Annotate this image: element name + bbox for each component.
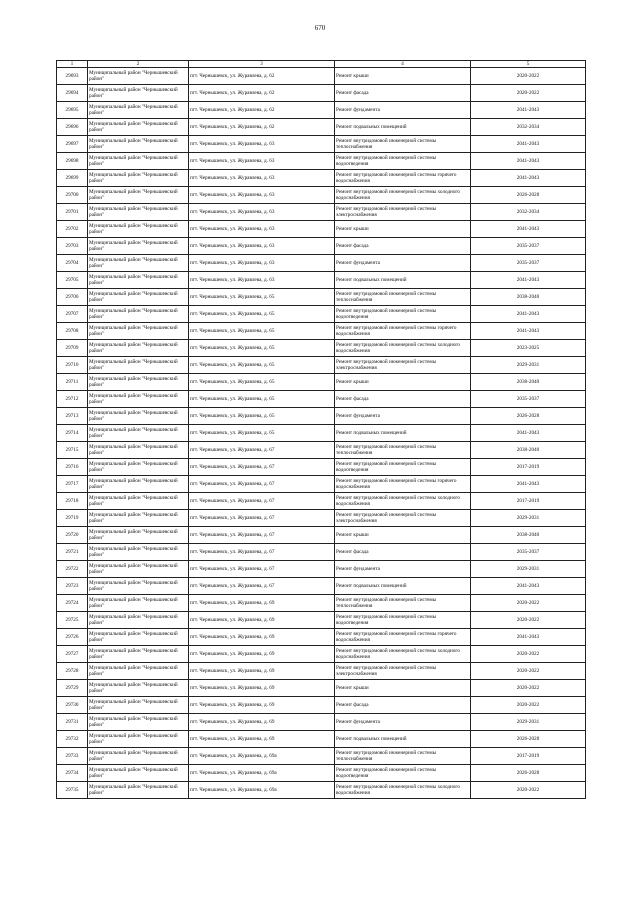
work-type-cell: Ремонт внутридомовой инженерной системы теплоснабжения: [335, 442, 471, 459]
table-row: [57, 782, 586, 799]
district-cell: Муниципальный район "Чернышевский район": [88, 578, 189, 595]
table-row: [57, 646, 586, 663]
row-number-cell: 29720: [57, 527, 88, 544]
row-number-cell: 29712: [57, 391, 88, 408]
table-row: [57, 170, 586, 187]
table-row: [57, 102, 586, 119]
district-cell: Муниципальный район "Чернышевский район": [88, 782, 189, 799]
district-cell: Муниципальный район "Чернышевский район": [88, 425, 189, 442]
table-row: [57, 68, 586, 85]
work-type-cell: Ремонт внутридомовой инженерной системы водоотведения: [335, 612, 471, 629]
table-row: [57, 119, 586, 136]
work-type-cell: Ремонт внутридомовой инженерной системы горячего водоснабжения: [335, 476, 471, 493]
period-cell: 2020-2022: [471, 680, 586, 697]
period-cell: 2041-2043: [471, 578, 586, 595]
row-number-cell: 29714: [57, 425, 88, 442]
address-cell: пгт. Чернышевск, ул. Журавлева, д. 63: [189, 204, 335, 221]
work-type-cell: Ремонт фасада: [335, 238, 471, 255]
district-cell: Муниципальный район "Чернышевский район": [88, 680, 189, 697]
work-type-cell: Ремонт фасада: [335, 391, 471, 408]
period-cell: 2017-2019: [471, 493, 586, 510]
address-cell: пгт. Чернышевск, ул. Журавлева, д. 69: [189, 629, 335, 646]
address-cell: пгт. Чернышевск, ул. Журавлева, д. 62: [189, 119, 335, 136]
row-number-cell: 29724: [57, 595, 88, 612]
row-number-cell: 29693: [57, 68, 88, 85]
work-type-cell: Ремонт внутридомовой инженерной системы холодного водоснабжения: [335, 340, 471, 357]
period-cell: 2038-2040: [471, 374, 586, 391]
table-row: [57, 663, 586, 680]
address-cell: пгт. Чернышевск, ул. Журавлева, д. 69: [189, 731, 335, 748]
table-row: [57, 714, 586, 731]
table-row: [57, 425, 586, 442]
work-type-cell: Ремонт внутридомовой инженерной системы горячего водоснабжения: [335, 170, 471, 187]
table-row: [57, 731, 586, 748]
work-type-cell: Ремонт внутридомовой инженерной системы электроснабжения: [335, 663, 471, 680]
period-cell: 2041-2043: [471, 136, 586, 153]
district-cell: Муниципальный район "Чернышевский район": [88, 289, 189, 306]
period-cell: 2029-2031: [471, 561, 586, 578]
district-cell: Муниципальный район "Чернышевский район": [88, 765, 189, 782]
table-row: [57, 697, 586, 714]
period-cell: 2041-2043: [471, 272, 586, 289]
row-number-cell: 29719: [57, 510, 88, 527]
address-cell: пгт. Чернышевск, ул. Журавлева, д. 69: [189, 595, 335, 612]
work-type-cell: Ремонт внутридомовой инженерной системы водоотведения: [335, 765, 471, 782]
period-cell: 2029-2031: [471, 714, 586, 731]
address-cell: пгт. Чернышевск, ул. Журавлева, д. 65: [189, 323, 335, 340]
address-cell: пгт. Чернышевск, ул. Журавлева, д. 69а: [189, 765, 335, 782]
district-cell: Муниципальный район "Чернышевский район": [88, 714, 189, 731]
district-cell: Муниципальный район "Чернышевский район": [88, 272, 189, 289]
district-cell: Муниципальный район "Чернышевский район": [88, 68, 189, 85]
table-body: [57, 61, 586, 799]
address-cell: пгт. Чернышевск, ул. Журавлева, д. 63: [189, 153, 335, 170]
table-row: [57, 510, 586, 527]
address-cell: пгт. Чернышевск, ул. Журавлева, д. 67: [189, 578, 335, 595]
district-cell: Муниципальный район "Чернышевский район": [88, 510, 189, 527]
district-cell: Муниципальный район "Чернышевский район": [88, 408, 189, 425]
period-cell: 2020-2022: [471, 697, 586, 714]
row-number-cell: 29694: [57, 85, 88, 102]
table-row: [57, 748, 586, 765]
address-cell: пгт. Чернышевск, ул. Журавлева, д. 67: [189, 527, 335, 544]
district-cell: Муниципальный район "Чернышевский район": [88, 374, 189, 391]
period-cell: 2026-2028: [471, 187, 586, 204]
period-cell: 2020-2022: [471, 782, 586, 799]
period-cell: 2038-2040: [471, 442, 586, 459]
address-cell: пгт. Чернышевск, ул. Журавлева, д. 69а: [189, 748, 335, 765]
table-row: [57, 153, 586, 170]
period-cell: 2041-2043: [471, 323, 586, 340]
address-cell: пгт. Чернышевск, ул. Журавлева, д. 67: [189, 459, 335, 476]
table-row: [57, 595, 586, 612]
row-number-cell: 29727: [57, 646, 88, 663]
table-row: [57, 323, 586, 340]
row-number-cell: 29708: [57, 323, 88, 340]
row-number-cell: 29722: [57, 561, 88, 578]
row-number-cell: 29704: [57, 255, 88, 272]
table-row: [57, 612, 586, 629]
address-cell: пгт. Чернышевск, ул. Журавлева, д. 69: [189, 680, 335, 697]
period-cell: 2041-2043: [471, 102, 586, 119]
table-row: [57, 561, 586, 578]
period-cell: 2017-2019: [471, 459, 586, 476]
table-row: [57, 391, 586, 408]
district-cell: Муниципальный район "Чернышевский район": [88, 544, 189, 561]
district-cell: Муниципальный район "Чернышевский район": [88, 612, 189, 629]
period-cell: 2020-2022: [471, 663, 586, 680]
row-number-cell: 29733: [57, 748, 88, 765]
district-cell: Муниципальный район "Чернышевский район": [88, 442, 189, 459]
row-number-cell: 29734: [57, 765, 88, 782]
table-row: [57, 255, 586, 272]
district-cell: Муниципальный район "Чернышевский район": [88, 527, 189, 544]
district-cell: Муниципальный район "Чернышевский район": [88, 646, 189, 663]
address-cell: пгт. Чернышевск, ул. Журавлева, д. 65: [189, 374, 335, 391]
row-number-cell: 29705: [57, 272, 88, 289]
address-cell: пгт. Чернышевск, ул. Журавлева, д. 65: [189, 408, 335, 425]
row-number-cell: 29710: [57, 357, 88, 374]
work-type-cell: Ремонт внутридомовой инженерной системы горячего водоснабжения: [335, 629, 471, 646]
address-cell: пгт. Чернышевск, ул. Журавлева, д. 69: [189, 612, 335, 629]
period-cell: 2020-2022: [471, 646, 586, 663]
work-type-cell: Ремонт фасада: [335, 544, 471, 561]
table-row: [57, 442, 586, 459]
row-number-cell: 29703: [57, 238, 88, 255]
period-cell: 2017-2019: [471, 748, 586, 765]
work-type-cell: Ремонт внутридомовой инженерной системы холодного водоснабжения: [335, 493, 471, 510]
address-cell: пгт. Чернышевск, ул. Журавлева, д. 65: [189, 425, 335, 442]
table-row: [57, 204, 586, 221]
table-row: [57, 85, 586, 102]
district-cell: Муниципальный район "Чернышевский район": [88, 238, 189, 255]
row-number-cell: 29730: [57, 697, 88, 714]
district-cell: Муниципальный район "Чернышевский район": [88, 748, 189, 765]
table-row: [57, 357, 586, 374]
table-row: [57, 578, 586, 595]
address-cell: пгт. Чернышевск, ул. Журавлева, д. 69: [189, 646, 335, 663]
work-type-cell: Ремонт подвальных помещений: [335, 425, 471, 442]
work-type-cell: Ремонт внутридомовой инженерной системы теплоснабжения: [335, 748, 471, 765]
district-cell: Муниципальный район "Чернышевский район": [88, 119, 189, 136]
work-type-cell: Ремонт фундамента: [335, 561, 471, 578]
period-cell: 2023-2025: [471, 340, 586, 357]
header-cell-4: 4: [335, 61, 471, 68]
period-cell: 2041-2043: [471, 476, 586, 493]
work-type-cell: Ремонт фасада: [335, 85, 471, 102]
district-cell: Муниципальный район "Чернышевский район": [88, 476, 189, 493]
table-row: [57, 493, 586, 510]
work-type-cell: Ремонт внутридомовой инженерной системы холодного водоснабжения: [335, 187, 471, 204]
row-number-cell: 29706: [57, 289, 88, 306]
district-cell: Муниципальный район "Чернышевский район": [88, 459, 189, 476]
period-cell: 2020-2022: [471, 68, 586, 85]
work-type-cell: Ремонт крыши: [335, 527, 471, 544]
work-type-cell: Ремонт внутридомовой инженерной системы теплоснабжения: [335, 595, 471, 612]
district-cell: Муниципальный район "Чернышевский район": [88, 357, 189, 374]
period-cell: 2041-2043: [471, 306, 586, 323]
work-type-cell: Ремонт подвальных помещений: [335, 119, 471, 136]
row-number-cell: 29697: [57, 136, 88, 153]
period-cell: 2035-2037: [471, 544, 586, 561]
district-cell: Муниципальный район "Чернышевский район": [88, 629, 189, 646]
row-number-cell: 29698: [57, 153, 88, 170]
row-number-cell: 29718: [57, 493, 88, 510]
work-type-cell: Ремонт фундамента: [335, 408, 471, 425]
page-number: 670: [314, 24, 326, 32]
table-row: [57, 306, 586, 323]
row-number-cell: 29702: [57, 221, 88, 238]
period-cell: 2032-2034: [471, 204, 586, 221]
work-type-cell: Ремонт внутридомовой инженерной системы холодного водоснабжения: [335, 646, 471, 663]
period-cell: 2041-2043: [471, 629, 586, 646]
address-cell: пгт. Чернышевск, ул. Журавлева, д. 63: [189, 136, 335, 153]
work-type-cell: Ремонт внутридомовой инженерной системы горячего водоснабжения: [335, 323, 471, 340]
address-cell: пгт. Чернышевск, ул. Журавлева, д. 65: [189, 306, 335, 323]
table-row: [57, 187, 586, 204]
district-cell: Муниципальный район "Чернышевский район": [88, 85, 189, 102]
row-number-cell: 29729: [57, 680, 88, 697]
district-cell: Муниципальный район "Чернышевский район": [88, 102, 189, 119]
row-number-cell: 29723: [57, 578, 88, 595]
row-number-cell: 29707: [57, 306, 88, 323]
district-cell: Муниципальный район "Чернышевский район": [88, 340, 189, 357]
table-row: [57, 476, 586, 493]
row-number-cell: 29701: [57, 204, 88, 221]
row-number-cell: 29728: [57, 663, 88, 680]
district-cell: Муниципальный район "Чернышевский район": [88, 595, 189, 612]
work-type-cell: Ремонт внутридомовой инженерной системы электроснабжения: [335, 357, 471, 374]
district-cell: Муниципальный район "Чернышевский район": [88, 170, 189, 187]
address-cell: пгт. Чернышевск, ул. Журавлева, д. 63: [189, 221, 335, 238]
period-cell: 2020-2022: [471, 85, 586, 102]
header-cell-2: 2: [88, 61, 189, 68]
address-cell: пгт. Чернышевск, ул. Журавлева, д. 63: [189, 170, 335, 187]
work-type-cell: Ремонт подвальных помещений: [335, 272, 471, 289]
district-cell: Муниципальный район "Чернышевский район": [88, 136, 189, 153]
period-cell: 2038-2040: [471, 527, 586, 544]
row-number-cell: 29709: [57, 340, 88, 357]
header-row: [57, 61, 586, 68]
address-cell: пгт. Чернышевск, ул. Журавлева, д. 67: [189, 510, 335, 527]
district-cell: Муниципальный район "Чернышевский район": [88, 731, 189, 748]
district-cell: Муниципальный район "Чернышевский район": [88, 561, 189, 578]
work-type-cell: Ремонт крыши: [335, 221, 471, 238]
period-cell: 2035-2037: [471, 238, 586, 255]
address-cell: пгт. Чернышевск, ул. Журавлева, д. 69: [189, 663, 335, 680]
work-type-cell: Ремонт фундамента: [335, 102, 471, 119]
row-number-cell: 29711: [57, 374, 88, 391]
row-number-cell: 29717: [57, 476, 88, 493]
address-cell: пгт. Чернышевск, ул. Журавлева, д. 67: [189, 561, 335, 578]
period-cell: 2026-2028: [471, 765, 586, 782]
period-cell: 2041-2043: [471, 170, 586, 187]
district-cell: Муниципальный район "Чернышевский район": [88, 221, 189, 238]
period-cell: 2020-2022: [471, 595, 586, 612]
address-cell: пгт. Чернышевск, ул. Журавлева, д. 63: [189, 272, 335, 289]
work-type-cell: Ремонт внутридомовой инженерной системы водоотведения: [335, 459, 471, 476]
table-row: [57, 680, 586, 697]
row-number-cell: 29731: [57, 714, 88, 731]
period-cell: 2041-2043: [471, 425, 586, 442]
work-type-cell: Ремонт внутридомовой инженерной системы электроснабжения: [335, 510, 471, 527]
header-cell-5: 5: [471, 61, 586, 68]
address-cell: пгт. Чернышевск, ул. Журавлева, д. 67: [189, 493, 335, 510]
period-cell: 2026-2028: [471, 408, 586, 425]
address-cell: пгт. Чернышевск, ул. Журавлева, д. 65: [189, 357, 335, 374]
period-cell: 2035-2037: [471, 391, 586, 408]
work-type-cell: Ремонт внутридомовой инженерной системы электроснабжения: [335, 204, 471, 221]
address-cell: пгт. Чернышевск, ул. Журавлева, д. 69: [189, 697, 335, 714]
header-cell-3: 3: [189, 61, 335, 68]
address-cell: пгт. Чернышевск, ул. Журавлева, д. 67: [189, 544, 335, 561]
work-type-cell: Ремонт фундамента: [335, 255, 471, 272]
table-row: [57, 221, 586, 238]
row-number-cell: 29695: [57, 102, 88, 119]
period-cell: 2029-2031: [471, 357, 586, 374]
period-cell: 2026-2028: [471, 731, 586, 748]
table-row: [57, 289, 586, 306]
address-cell: пгт. Чернышевск, ул. Журавлева, д. 67: [189, 476, 335, 493]
work-type-cell: Ремонт фундамента: [335, 714, 471, 731]
district-cell: Муниципальный район "Чернышевский район": [88, 306, 189, 323]
work-type-cell: Ремонт крыши: [335, 374, 471, 391]
address-cell: пгт. Чернышевск, ул. Журавлева, д. 65: [189, 289, 335, 306]
table-row: [57, 136, 586, 153]
work-type-cell: Ремонт внутридомовой инженерной системы водоотведения: [335, 306, 471, 323]
district-cell: Муниципальный район "Чернышевский район": [88, 697, 189, 714]
period-cell: 2029-2031: [471, 510, 586, 527]
period-cell: 2041-2043: [471, 221, 586, 238]
work-type-cell: Ремонт внутридомовой инженерной системы водоотведения: [335, 153, 471, 170]
address-cell: пгт. Чернышевск, ул. Журавлева, д. 63: [189, 238, 335, 255]
registry-table: [56, 60, 586, 799]
row-number-cell: 29721: [57, 544, 88, 561]
work-type-cell: Ремонт фасада: [335, 697, 471, 714]
district-cell: Муниципальный район "Чернышевский район": [88, 153, 189, 170]
work-type-cell: Ремонт внутридомовой инженерной системы холодного водоснабжения: [335, 782, 471, 799]
row-number-cell: 29696: [57, 119, 88, 136]
table-row: [57, 527, 586, 544]
address-cell: пгт. Чернышевск, ул. Журавлева, д. 69а: [189, 782, 335, 799]
table-row: [57, 544, 586, 561]
period-cell: 2041-2043: [471, 153, 586, 170]
address-cell: пгт. Чернышевск, ул. Журавлева, д. 65: [189, 340, 335, 357]
district-cell: Муниципальный район "Чернышевский район": [88, 255, 189, 272]
address-cell: пгт. Чернышевск, ул. Журавлева, д. 63: [189, 255, 335, 272]
table-row: [57, 629, 586, 646]
work-type-cell: Ремонт внутридомовой инженерной системы теплоснабжения: [335, 289, 471, 306]
table-row: [57, 238, 586, 255]
row-number-cell: 29715: [57, 442, 88, 459]
district-cell: Муниципальный район "Чернышевский район": [88, 493, 189, 510]
row-number-cell: 29700: [57, 187, 88, 204]
address-cell: пгт. Чернышевск, ул. Журавлева, д. 62: [189, 85, 335, 102]
table-row: [57, 459, 586, 476]
row-number-cell: 29726: [57, 629, 88, 646]
work-type-cell: Ремонт внутридомовой инженерной системы теплоснабжения: [335, 136, 471, 153]
district-cell: Муниципальный район "Чернышевский район": [88, 323, 189, 340]
district-cell: Муниципальный район "Чернышевский район": [88, 391, 189, 408]
period-cell: 2032-2034: [471, 119, 586, 136]
work-type-cell: Ремонт крыши: [335, 68, 471, 85]
header-cell-1: 1: [57, 61, 88, 68]
address-cell: пгт. Чернышевск, ул. Журавлева, д. 63: [189, 187, 335, 204]
work-type-cell: Ремонт подвальных помещений: [335, 731, 471, 748]
address-cell: пгт. Чернышевск, ул. Журавлева, д. 62: [189, 68, 335, 85]
table-row: [57, 340, 586, 357]
address-cell: пгт. Чернышевск, ул. Журавлева, д. 62: [189, 102, 335, 119]
row-number-cell: 29725: [57, 612, 88, 629]
table-row: [57, 374, 586, 391]
period-cell: 2035-2037: [471, 255, 586, 272]
address-cell: пгт. Чернышевск, ул. Журавлева, д. 65: [189, 391, 335, 408]
row-number-cell: 29713: [57, 408, 88, 425]
district-cell: Муниципальный район "Чернышевский район": [88, 663, 189, 680]
work-type-cell: Ремонт подвальных помещений: [335, 578, 471, 595]
work-type-cell: Ремонт крыши: [335, 680, 471, 697]
period-cell: 2020-2022: [471, 612, 586, 629]
district-cell: Муниципальный район "Чернышевский район": [88, 204, 189, 221]
address-cell: пгт. Чернышевск, ул. Журавлева, д. 69: [189, 714, 335, 731]
table-row: [57, 272, 586, 289]
row-number-cell: 29732: [57, 731, 88, 748]
row-number-cell: 29735: [57, 782, 88, 799]
row-number-cell: 29699: [57, 170, 88, 187]
row-number-cell: 29716: [57, 459, 88, 476]
period-cell: 2038-2040: [471, 289, 586, 306]
table-row: [57, 765, 586, 782]
district-cell: Муниципальный район "Чернышевский район": [88, 187, 189, 204]
table-row: [57, 408, 586, 425]
address-cell: пгт. Чернышевск, ул. Журавлева, д. 67: [189, 442, 335, 459]
